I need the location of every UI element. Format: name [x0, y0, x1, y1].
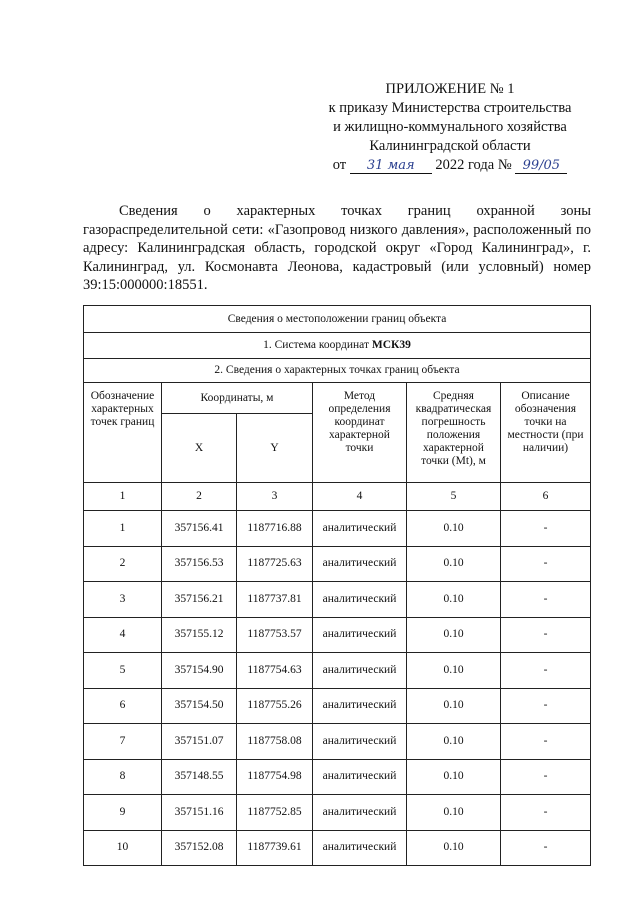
column-number: 6: [501, 483, 591, 511]
cell-y: 1187753.57: [237, 617, 313, 653]
cell-method: аналитический: [313, 830, 407, 866]
cell-description: -: [501, 582, 591, 618]
intro-paragraph: Сведения о характерных точках границ охранной зоны газораспределительной сети: «Газопровод низкого давления», расположенный по адресу: Калининградская область, городской округ «Город Калининград», г. Калининград, ул. Космонавта Леонова, кадастровый (или условный) номер 39:15:000000:18551.: [83, 203, 591, 294]
cell-x: 357154.90: [162, 653, 237, 689]
cell-x: 357155.12: [162, 617, 237, 653]
cell-description: -: [501, 724, 591, 760]
table-row: [84, 653, 591, 689]
cell-description: -: [501, 795, 591, 831]
header-x: X: [162, 414, 237, 483]
cell-method: аналитический: [313, 546, 407, 582]
table-row: [84, 582, 591, 618]
coordinate-system: [84, 333, 591, 359]
cell-point: 7: [84, 724, 162, 760]
cell-description: -: [501, 688, 591, 724]
cell-method: аналитический: [313, 759, 407, 795]
cell-method: аналитический: [313, 582, 407, 618]
section-2-title: 2. Сведения о характерных точках границ объекта: [84, 359, 591, 383]
header-error: Средняя квадратическая погрешность положения характерной точки (Mt), м: [407, 383, 501, 483]
header-coordinates: Координаты, м: [162, 383, 313, 414]
table-row: [84, 511, 591, 547]
cell-error: 0.10: [407, 795, 501, 831]
cell-x: 357152.08: [162, 830, 237, 866]
cell-method: аналитический: [313, 511, 407, 547]
cell-point: 2: [84, 546, 162, 582]
cell-description: -: [501, 546, 591, 582]
appendix-header: [300, 80, 600, 175]
table-row: [84, 724, 591, 760]
column-number: 4: [313, 483, 407, 511]
cell-point: 9: [84, 795, 162, 831]
cell-y: 1187754.98: [237, 759, 313, 795]
cell-description: -: [501, 653, 591, 689]
cell-error: 0.10: [407, 830, 501, 866]
cell-error: 0.10: [407, 688, 501, 724]
cell-y: 1187758.08: [237, 724, 313, 760]
cell-method: аналитический: [313, 617, 407, 653]
cell-point: 8: [84, 759, 162, 795]
order-line-2: и жилищно-коммунального хозяйства: [333, 119, 567, 135]
cell-error: 0.10: [407, 759, 501, 795]
table-row: [84, 795, 591, 831]
cell-x: 357151.16: [162, 795, 237, 831]
cell-method: аналитический: [313, 653, 407, 689]
cell-y: 1187739.61: [237, 830, 313, 866]
cell-error: 0.10: [407, 511, 501, 547]
cell-y: 1187752.85: [237, 795, 313, 831]
cell-point: 4: [84, 617, 162, 653]
header-y: Y: [237, 414, 313, 483]
handwritten-date: 31 мая: [350, 159, 432, 174]
coordinate-system-name: МСК39: [371, 339, 411, 351]
from-label: от: [332, 157, 347, 173]
column-number: 3: [237, 483, 313, 511]
cell-y: 1187716.88: [237, 511, 313, 547]
cell-method: аналитический: [313, 688, 407, 724]
column-number: 2: [162, 483, 237, 511]
table-row: [84, 830, 591, 866]
order-line-3: Калининградской области: [369, 138, 531, 154]
cell-description: -: [501, 511, 591, 547]
header-point-designation: Обозначение характерных точек границ: [84, 383, 162, 483]
cell-x: 357156.53: [162, 546, 237, 582]
cell-x: 357156.41: [162, 511, 237, 547]
cell-description: -: [501, 830, 591, 866]
column-number: 5: [407, 483, 501, 511]
cell-method: аналитический: [313, 795, 407, 831]
cell-point: 3: [84, 582, 162, 618]
header-method: Метод определения координат характерной точки: [313, 383, 407, 483]
table-row: [84, 617, 591, 653]
cell-error: 0.10: [407, 653, 501, 689]
appendix-title: ПРИЛОЖЕНИЕ № 1: [385, 81, 515, 97]
order-date-line: [300, 156, 600, 175]
cell-point: 10: [84, 830, 162, 866]
cell-point: 6: [84, 688, 162, 724]
order-line-1: к приказу Министерства строительства: [328, 100, 572, 116]
cell-method: аналитический: [313, 724, 407, 760]
cell-error: 0.10: [407, 617, 501, 653]
cell-point: 1: [84, 511, 162, 547]
cell-error: 0.10: [407, 546, 501, 582]
table-row: [84, 759, 591, 795]
cell-y: 1187725.63: [237, 546, 313, 582]
cell-y: 1187755.26: [237, 688, 313, 724]
cell-x: 357151.07: [162, 724, 237, 760]
cell-error: 0.10: [407, 724, 501, 760]
column-number: 1: [84, 483, 162, 511]
points-table: [83, 305, 591, 866]
table-title: Сведения о местоположении границ объекта: [84, 306, 591, 333]
cell-description: -: [501, 617, 591, 653]
cell-y: 1187754.63: [237, 653, 313, 689]
cell-y: 1187737.81: [237, 582, 313, 618]
table-row: [84, 546, 591, 582]
table-row: [84, 688, 591, 724]
year-label: 2022 года №: [435, 157, 512, 173]
cell-x: 357156.21: [162, 582, 237, 618]
cell-point: 5: [84, 653, 162, 689]
cell-description: -: [501, 759, 591, 795]
handwritten-order-number: 99/05: [515, 159, 567, 174]
cell-error: 0.10: [407, 582, 501, 618]
coordinate-system-label: 1. Система координат: [263, 339, 372, 351]
header-description: Описание обозначения точки на местности (при наличии): [501, 383, 591, 483]
cell-x: 357154.50: [162, 688, 237, 724]
cell-x: 357148.55: [162, 759, 237, 795]
